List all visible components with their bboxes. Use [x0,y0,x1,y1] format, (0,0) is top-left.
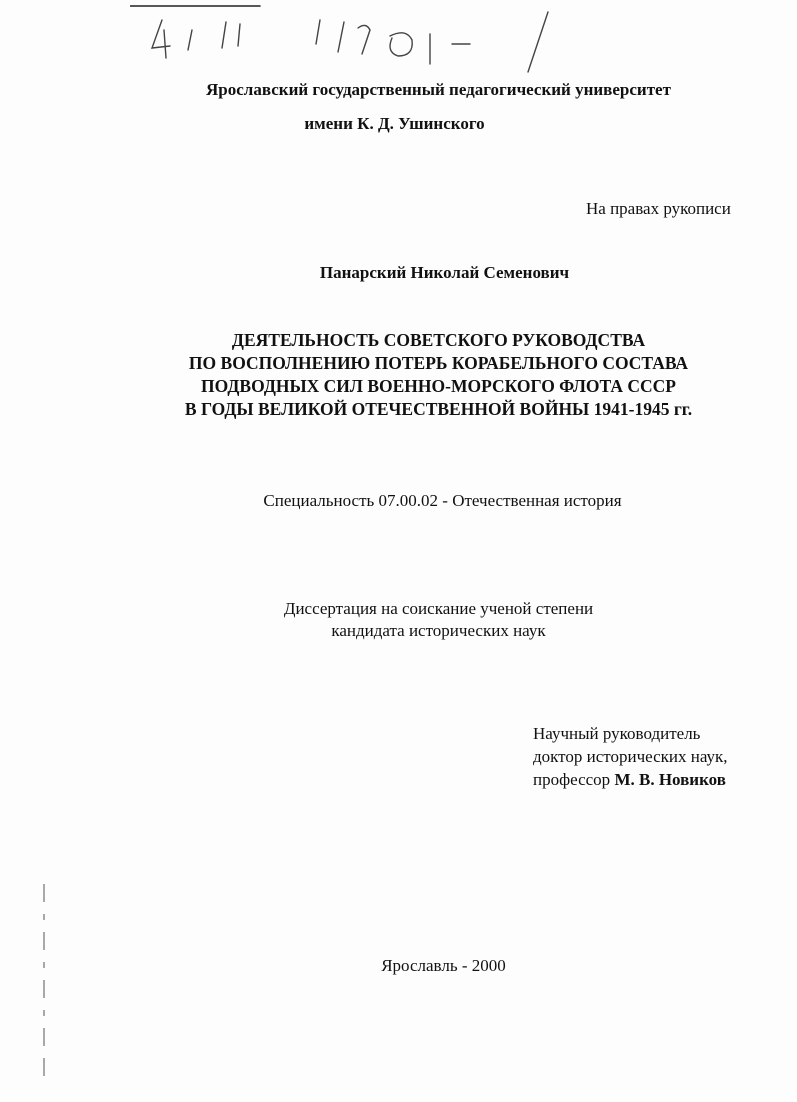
title-line: ДЕЯТЕЛЬНОСТЬ СОВЕТСКОГО РУКОВОДСТВА [231,330,646,350]
supervisor-title-name [533,768,728,791]
title-line: ПО ВОСПОЛНЕНИЮ ПОТЕРЬ КОРАБЕЛЬНОГО СОСТАВА [188,353,689,373]
city-year: Ярославль - 2000 [381,956,506,975]
degree-statement [40,598,797,642]
title-line: ПОДВОДНЫХ СИЛ ВОЕННО-МОРСКОГО ФЛОТА СССР [201,376,676,396]
university-name: Ярославский государственный педагогический университет [206,80,671,99]
degree-line: кандидата исторических наук [331,621,546,640]
dissertation-title [40,329,797,421]
supervisor-degree: доктор исторических наук, [533,747,728,766]
handwritten-archive-note [130,0,590,80]
supervisor-block [533,722,728,791]
degree-line: Диссертация на соискание ученой степени [283,599,594,618]
supervisor-name: М. В. Новиков [614,770,726,789]
specialty-line: Специальность 07.00.02 - Отечественная история [263,491,622,510]
supervisor-title: профессор [533,770,611,789]
author-name: Панарский Николай Семенович [319,263,570,282]
binding-margin-marks [38,880,50,1080]
manuscript-rights-note: На правах рукописи [586,199,731,218]
title-line: В ГОДЫ ВЕЛИКОЙ ОТЕЧЕСТВЕННОЙ ВОЙНЫ 1941-1945 гг. [184,399,693,419]
university-honorific: имени К. Д. Ушинского [304,114,485,133]
supervisor-role: Научный руководитель [533,724,701,743]
